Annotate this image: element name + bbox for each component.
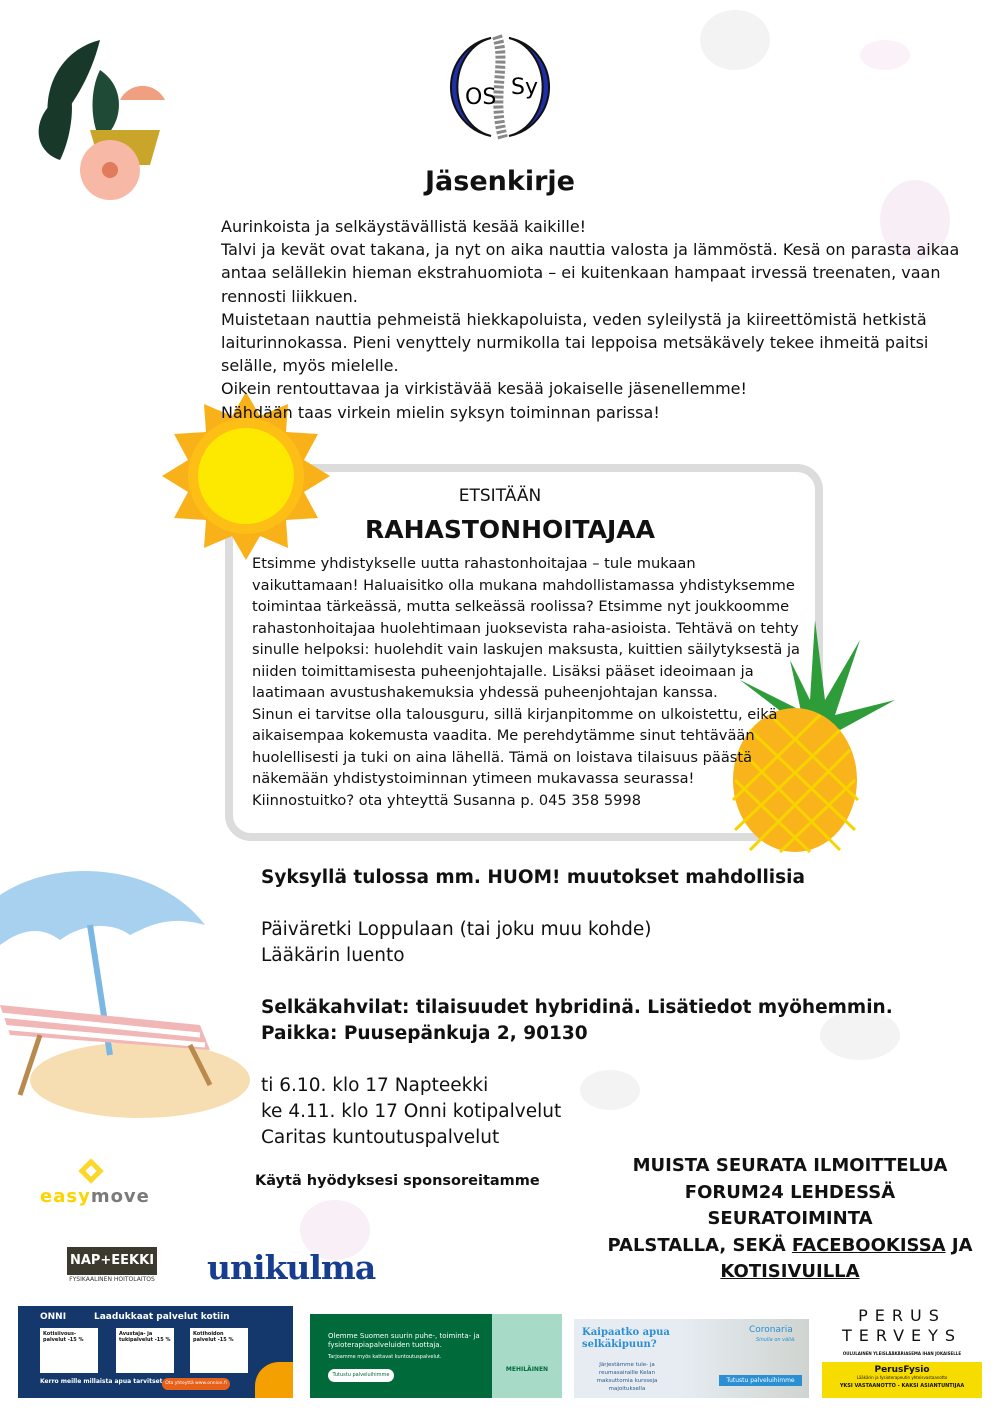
mehilainen-button[interactable]: Tutustu palveluihimme [328,1369,394,1382]
wanted-paragraph: Etsimme yhdistykselle uutta rahastonhoitajaa – tule mukaan vaikuttamaan! Haluaisitko olla mukana mahdollistamassa yhdistyksemme toimintaa tärkeässä, mutta selkeässä roolissa? Etsimme nyt joukkoomme rahastonhoitajaa huolehtimaan juoksevista raha-asioista. Tehtävä on tehty sinulle helpoksi: huolehdit vain laskujen maksusta, kuittien säilytyksestä ja niiden toimittamisesta puheenjohtajalle. Lisäksi pääset ideoimaan ja laatimaan avustushakemuksia yhdessä puheenjohtajan kanssa. [252,555,800,701]
mehilainen-banner[interactable] [310,1314,562,1398]
wanted-paragraph: Kiinnostuitko? ota yhteyttä Susanna p. 045 358 5998 [252,791,641,809]
perusfysio-title: PerusFysio [874,1365,930,1375]
perusfysio-tag: YKSI VASTAANOTTO - KAKSI ASIANTUNTIJAA [839,1383,965,1389]
perusterveys-tagline: OULULAINEN YLEISLÄÄKÄRIASEMA IHAN JOKAISELLE [842,1351,962,1356]
wanted-kicker: ETSITÄÄN [458,486,542,506]
event-date: Caritas kuntoutuspalvelut [261,1127,500,1148]
easymove-text-a: easy [40,1186,91,1207]
event-date: ke 4.11. klo 17 Onni kotipalvelut [261,1101,562,1122]
follow-and: JA [951,1234,973,1256]
wanted-text [252,553,802,811]
perusterveys-line2: TERVEYS [841,1326,963,1345]
onni-brand: ONNI [40,1312,67,1322]
wanted-title: RAHASTONHOITAJAA [364,515,656,544]
background-petal [700,10,770,70]
intro-line: Aurinkoista ja selkäystävällistä kesää kaikille! [221,217,587,236]
unikulma-logo[interactable]: unikulma [207,1248,376,1287]
easymove-mark-icon [78,1158,103,1183]
onni-card: Kotihoidon palvelut -15 % [190,1328,248,1373]
coronaria-banner[interactable] [574,1319,809,1398]
follow-line: PALSTALLA, SEKÄ [607,1234,786,1256]
perusterveys-banner[interactable] [822,1300,982,1398]
intro-text [221,215,981,424]
napteekki-sub: FYSIKAALINEN HOITOLAITOS [69,1276,155,1283]
cafe-heading: Selkäkahvilat: tilaisuudet hybridinä. Lisätiedot myöhemmin. [261,997,893,1018]
onni-cta-text: Kerro meille millaista apua tarvitset [40,1378,163,1385]
onni-title: Laadukkaat palvelut kotiin [94,1312,230,1322]
follow-notice [600,1153,980,1286]
homepage-link[interactable]: KOTISIVUILLA [720,1261,860,1282]
logo-text-left: OS [465,85,497,110]
intro-line: Talvi ja kevät ovat takana, ja nyt on aika nauttia valosta ja lämmöstä. Kesä on parasta aikaa antaa selällekin hieman ekstrahuomiota – ei kuitenkaan hampaat irvessä treenaten, vaan rennosti liikkuen. [221,240,960,306]
sponsors-text: Käytä hyödyksesi sponsoreitamme [255,1173,540,1189]
mehilainen-text: Olemme Suomen suurin puhe-, toiminta- ja fysioterapiapalveluiden tuottaja. [328,1332,480,1349]
napteekki-logo[interactable]: NAP+EEKKI [67,1247,157,1275]
coronaria-title: Kaipaatko apua selkäkipuun? [582,1327,670,1350]
intro-line: Muistetaan nauttia pehmeistä hiekkapoluista, veden syleilystä ja kiireettömistä hetkistä laiturinnokassa. Pieni venyttely nurmikolla tai leppoisa metsäkävely tekee ihmeitä paitsi selälle, myös mielelle. [221,309,929,376]
logo-text-right: Sy [511,75,538,100]
onni-button[interactable]: Ota yhteyttä www.onnion.fi [162,1378,230,1390]
event-item: Lääkärin luento [261,945,405,966]
coronaria-brand: Coronaria [749,1325,793,1335]
mehilainen-logo: MEHILÄINEN [492,1314,562,1398]
coronaria-text: Järjestämme tule- ja reumasairaille Kelan maksuttomia kursseja majoituksella [596,1362,658,1392]
perusfysio-sub: Lääkärin ja fysioterapeutin yhteisvastaanotto [856,1375,948,1380]
events-section [261,865,901,1151]
onni-card: Kotisiivous-palvelut -15 % [40,1328,98,1373]
intro-line: Oikein rentouttavaa ja virkistävää kesää jokaiselle jäsenellemme! [221,379,747,399]
event-item: Päiväretki Loppulaan (tai joku muu kohde) [261,919,652,940]
wanted-paragraph: Sinun ei tarvitse olla talousguru, sillä kirjanpitomme on ulkoistettu, eikä aikaisempaa kokemusta vaadita. Me perehdytämme sinut tehtävään huolellisesti ja tuki on aina lähellä. Tämä on loistava tilaisuus päästä näkemään yhdistystoiminnan ytimeen mukavassa seurassa! [252,705,778,787]
onni-flag-icon [255,1362,293,1398]
beach-umbrella-icon [0,865,250,1120]
easymove-text-b: move [90,1186,150,1207]
intro-line: Nähdään taas virkein mielin syksyn toiminnan parissa! [221,402,660,422]
page-title: Jäsenkirje [425,166,575,197]
onni-card: Avustaja- ja tukipalvelut -15 % [116,1328,174,1373]
cafe-place: Paikka: Puusepänkuja 2, 90130 [261,1023,588,1044]
coronaria-slogan: Sinulla on väliä. [756,1337,796,1343]
coronaria-button[interactable]: Tutustu palveluihimme [719,1375,802,1386]
event-date: ti 6.10. klo 17 Napteekki [261,1075,489,1096]
ossy-logo [443,34,557,140]
mehilainen-sub: Tarjoamme myös kattavat kuntoutuspalvelut. [328,1354,442,1360]
perusterveys-line1: PERUS [858,1306,946,1325]
facebook-link[interactable]: FACEBOOKISSA [791,1234,946,1256]
follow-line: MUISTA SEURATA ILMOITTELUA [632,1155,948,1176]
follow-line: FORUM24 LEHDESSÄ SEURATOIMINTA [684,1181,896,1229]
events-heading: Syksyllä tulossa mm. HUOM! muutokset mahdollisia [261,867,805,888]
background-petal [860,40,910,70]
easymove-logo[interactable] [25,1140,155,1226]
onni-banner[interactable] [18,1306,293,1398]
